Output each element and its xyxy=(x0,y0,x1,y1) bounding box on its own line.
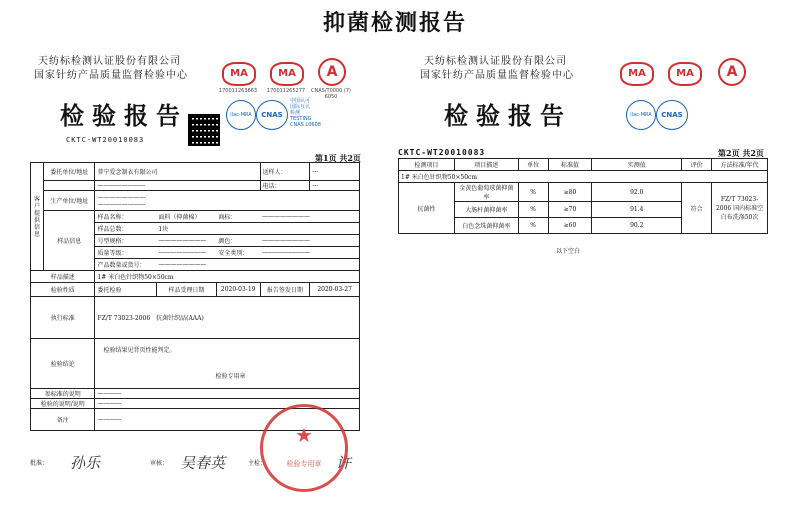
header-unit: 单位 xyxy=(518,159,548,171)
result-std: ≥80 xyxy=(548,183,592,202)
cal-logo-text: A xyxy=(326,64,338,80)
result-value: 92.0 xyxy=(592,183,682,202)
cnas-line-4: TESTING xyxy=(290,116,312,122)
accept-date-label: 样品受理日期 xyxy=(156,283,216,297)
result-desc: 金黄色葡萄球菌抑菌率 xyxy=(454,183,518,202)
producer-value-2: ———————— xyxy=(97,200,146,208)
org-subname-2: 国家针纺产品质量监督检验中心 xyxy=(420,70,574,81)
client-addr-value: ———————— xyxy=(95,181,260,191)
result-desc: 白色念珠菌抑菌率 xyxy=(454,218,518,234)
cnas-badge-text: CNAS xyxy=(261,111,283,119)
result-unit: % xyxy=(518,202,548,218)
cma-logo-text-2: MA xyxy=(278,68,296,79)
producer-label: 生产单位/地址 xyxy=(43,191,95,211)
nature-value: 委托检验 xyxy=(95,283,156,297)
sampling-value: ———— xyxy=(95,399,360,409)
safety-label: 安全类别： xyxy=(216,247,260,259)
special-value: ———— xyxy=(95,389,360,399)
header-method: 方法标准/年代 xyxy=(712,159,768,171)
model-value: ———————— xyxy=(156,235,216,247)
evaluation-cell: 符合 xyxy=(682,183,712,234)
sample-name-label: 样品名称： xyxy=(95,211,156,223)
special-label: 参标准的说明 xyxy=(31,389,95,399)
sender-value: --- xyxy=(310,163,360,181)
accept-date-value: 2020-03-19 xyxy=(216,283,260,297)
report-number-2: CKTC-WT20010083 xyxy=(398,148,486,157)
report-title-2: 检验报告 xyxy=(444,101,572,130)
ilac-badge-icon-r xyxy=(626,100,656,130)
page-number-2: 第2页 共2页 xyxy=(718,148,764,158)
report-page-1 xyxy=(30,44,365,504)
official-stamp-icon xyxy=(260,404,348,492)
cnas-caption xyxy=(290,98,350,128)
cal-logo-icon xyxy=(318,58,346,86)
cnas-line-2: 国际互认 xyxy=(290,104,311,110)
cma-logo-icon-2 xyxy=(270,62,304,86)
cal-logo-icon-r xyxy=(718,58,746,86)
org-name: 天纺标检测认证股份有限公司 xyxy=(38,56,181,67)
org-subname: 国家针纺产品质量监督检验中心 xyxy=(34,70,188,81)
conclusion-label: 检验结论 xyxy=(31,339,95,389)
standard-label: 执行标准 xyxy=(31,297,95,339)
header-std: 标准值 xyxy=(548,159,592,171)
sampling-label: 检验的说明/说明 xyxy=(31,399,95,409)
batch-value: ———————— xyxy=(156,259,359,271)
remark-value: ———— xyxy=(95,409,360,431)
ilac-badge-text: ilac-MRA xyxy=(230,112,252,118)
result-std: ≥60 xyxy=(548,218,592,234)
result-unit: % xyxy=(518,183,548,202)
cma-logo-number-2: 170011265277 xyxy=(266,88,306,94)
phone-value: --- xyxy=(310,181,360,191)
producer-value-1: ———————— xyxy=(97,193,146,201)
audit-label: 审核： xyxy=(150,460,169,467)
report-title: 检验报告 xyxy=(60,101,188,130)
stamp-caption: 检验专用章 xyxy=(215,373,246,380)
sample-count-value: 1块 xyxy=(156,223,359,235)
cnas-badge-text-r: CNAS xyxy=(661,111,683,119)
remark-label: 备注 xyxy=(31,409,95,431)
grade-value: ———————— xyxy=(156,247,216,259)
producer-values xyxy=(95,191,360,211)
qr-code-icon xyxy=(188,114,220,146)
color-value: ———————— xyxy=(260,235,359,247)
sample-name-value: 面料（抑菌棉） xyxy=(156,211,216,223)
safety-value: ———————— xyxy=(260,247,359,259)
side-label-cell xyxy=(31,163,44,271)
color-label: 颜色： xyxy=(216,235,260,247)
batch-label: 产品数量或货号： xyxy=(95,259,156,271)
approve-signature: 孙乐 xyxy=(70,454,101,472)
report-info-table xyxy=(30,162,360,431)
model-label: 号型规格： xyxy=(95,235,156,247)
nature-label: 检验性质 xyxy=(31,283,95,297)
cma-logo-number: 170011263663 xyxy=(218,88,258,94)
end-note: 以下空白 xyxy=(556,248,581,255)
audit-signature: 吴春英 xyxy=(180,454,226,472)
org-name-2: 天纺标检测认证股份有限公司 xyxy=(424,56,567,67)
sample-line: 1# 米白色针织物50×50cm xyxy=(399,171,768,183)
cma-logo-icon-r2 xyxy=(668,62,702,86)
client-label: 委托单位/地址 xyxy=(43,163,95,181)
cma-logo-icon-r1 xyxy=(620,62,654,86)
sender-label: 送样人： xyxy=(260,163,310,181)
result-unit: % xyxy=(518,218,548,234)
side-label: 客户提供信息 xyxy=(33,195,40,238)
result-std: ≥70 xyxy=(548,202,592,218)
cnas-line-3: 检测 xyxy=(290,110,301,116)
result-desc: 大肠杆菌抑菌率 xyxy=(454,202,518,218)
phone-label: 电话： xyxy=(260,181,310,191)
cma-logo-text: MA xyxy=(230,68,248,79)
standard-value: FZ/T 73023-2006 抗菌针织品(AAA) xyxy=(95,297,360,339)
page-number: 第1页 共2页 xyxy=(315,153,361,163)
inspector-signature: 许 xyxy=(336,454,352,472)
stamp-text: 检验专用章 xyxy=(286,460,322,468)
result-value: 91.4 xyxy=(592,202,682,218)
cma-logo-text-r1: MA xyxy=(628,68,646,79)
page-title: 抑菌检测报告 xyxy=(322,11,467,36)
client-value: 普宁爱念制衣有限公司 xyxy=(95,163,260,181)
issue-date-label: 报告签发日期 xyxy=(260,283,310,297)
cma-logo-text-r2: MA xyxy=(676,68,694,79)
header-eval: 评价 xyxy=(682,159,712,171)
sample-info-label: 样品信息 xyxy=(43,211,95,271)
report-page-2 xyxy=(398,44,770,264)
approve-label: 批准： xyxy=(30,460,49,467)
trademark-label: 商标： xyxy=(216,211,260,223)
report-number: CKTC-WT20010083 xyxy=(66,136,145,144)
stamp-star-icon: ★ xyxy=(295,423,313,447)
conclusion-cell xyxy=(95,339,360,389)
trademark-value: ———————— xyxy=(260,211,359,223)
cnas-badge-icon xyxy=(256,100,288,130)
cal-logo-text-r: A xyxy=(726,64,738,80)
cnas-badge-icon-r xyxy=(656,100,688,130)
header-desc: 项目描述 xyxy=(454,159,518,171)
cal-logo-number: CNAS/T0000 (7) 6050 xyxy=(311,88,351,100)
cma-logo-icon xyxy=(222,62,256,86)
conclusion-value: 检验结果见背页性能判定。 xyxy=(103,347,176,354)
issue-date-value: 2020-03-27 xyxy=(310,283,360,297)
ilac-badge-icon xyxy=(226,100,256,130)
item-cell: 抗菌性 xyxy=(399,183,455,234)
header-value: 实测值 xyxy=(592,159,682,171)
client-blank xyxy=(43,181,95,191)
grade-label: 质量等级： xyxy=(95,247,156,259)
desc-label: 样品描述 xyxy=(31,271,95,283)
ilac-badge-text-r: ilac-MRA xyxy=(630,112,652,118)
header-item: 检测项目 xyxy=(399,159,455,171)
cnas-line-5: CNAS L0608 xyxy=(290,122,321,128)
method-cell: FZ/T 73023-2006 国内标准空白布洗涤50次 xyxy=(712,183,768,234)
desc-value: 1# 米白色针织物50×50cm xyxy=(95,271,360,283)
cnas-line-1: 中国认可 xyxy=(290,98,311,104)
inspector-label: 主检： xyxy=(248,460,267,467)
result-table xyxy=(398,158,768,234)
result-value: 90.2 xyxy=(592,218,682,234)
sample-count-label: 样品总数： xyxy=(95,223,156,235)
